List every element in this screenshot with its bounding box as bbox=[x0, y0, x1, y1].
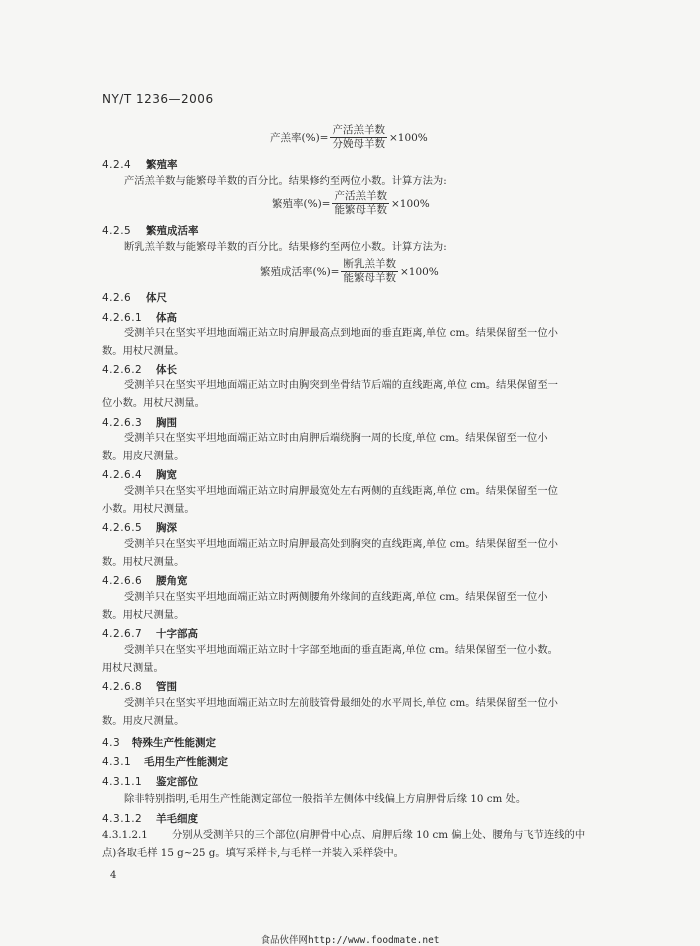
formula-reproduction-rate: 繁殖率(%)= $\frac{\text{产活羔羊数}}{\text{能繁母羊数}}$ ×100% bbox=[272, 190, 430, 216]
paragraph-4-2-6-6: 受测羊只在坚实平坦地面端正站立时两侧腰角外缘间的直线距离,单位 cm。结果保留至一位小 数。用杖尺测量。 bbox=[102, 591, 548, 621]
section-heading-4-2-6-4: 4.2.6.4 胸宽 bbox=[102, 469, 177, 481]
section-heading-4-2-6-7: 4.2.6.7 十字部高 bbox=[102, 628, 198, 640]
formula-numerator: 产活羔羊数 bbox=[332, 124, 385, 136]
formula-multiplier: ×100% bbox=[388, 131, 428, 144]
paragraph-4-2-4: 产活羔羊数与能繁母羊数的百分比。结果修约至两位小数。计算方法为: bbox=[124, 175, 447, 187]
formula-fraction bbox=[330, 124, 387, 151]
paragraph-4-3-1-2-1: 4.3.1.2.1 分别从受测羊只的三个部位(肩胛骨中心点、肩胛后缘 10 cm 偏上处、腰角与飞节连线的中 点)各取毛样 15 g~25 g。填写采样卡,与毛样一并装入采样袋中。 bbox=[102, 829, 586, 859]
paragraph-4-2-6-5: 受测羊只在坚实平坦地面端正站立时肩胛最高处到胸突的直线距离,单位 cm。结果保留至一位小 数。用杖尺测量。 bbox=[102, 538, 558, 568]
paragraph-4-3-1-1: 除非特别指明,毛用生产性能测定部位一般指羊左侧体中线偏上方肩胛骨后缘 10 cm 处。 bbox=[124, 793, 527, 805]
section-heading-4-3: 4.3 特殊生产性能测定 bbox=[102, 737, 216, 749]
section-heading-4-3-1: 4.3.1 毛用生产性能测定 bbox=[102, 756, 228, 768]
section-heading-4-3-1-1: 4.3.1.1 鉴定部位 bbox=[102, 776, 198, 788]
paragraph-4-2-6-2: 受测羊只在坚实平坦地面端正站立时由胸突到坐骨结节后端的直线距离,单位 cm。结果保留至一 位小数。用杖尺测量。 bbox=[102, 379, 558, 409]
formula-lhs: 产羔率(%)= bbox=[270, 132, 329, 144]
section-heading-4-2-6-5: 4.2.6.5 胸深 bbox=[102, 522, 177, 534]
footer-watermark[interactable]: 食品伙伴网http://www.foodmate.net bbox=[260, 935, 440, 946]
paragraph-4-2-5: 断乳羔羊数与能繁母羊数的百分比。结果修约至两位小数。计算方法为: bbox=[124, 241, 447, 253]
formula-denominator: 分娩母羊数 bbox=[332, 138, 385, 150]
section-heading-4-2-6-6: 4.2.6.6 腰角宽 bbox=[102, 575, 188, 587]
section-heading-4-2-4: 4.2.4 繁殖率 bbox=[102, 159, 178, 171]
paragraph-4-2-6-3: 受测羊只在坚实平坦地面端正站立时由肩胛后端绕胸一周的长度,单位 cm。结果保留至一位小 数。用皮尺测量。 bbox=[102, 432, 548, 462]
paragraph-4-2-6-7: 受测羊只在坚实平坦地面端正站立时十字部至地面的垂直距离,单位 cm。结果保留至一位小数。 用杖尺测量。 bbox=[102, 644, 558, 674]
paragraph-4-2-6-4: 受测羊只在坚实平坦地面端正站立时肩胛最宽处左右两侧的直线距离,单位 cm。结果保留至一位 小数。用杖尺测量。 bbox=[102, 485, 558, 515]
section-heading-4-2-5: 4.2.5 繁殖成活率 bbox=[102, 225, 199, 237]
formula-reproduction-survival-rate: 繁殖成活率(%)= $\frac{\text{断乳羔羊数}}{\text{能繁母羊数}}$ ×100% bbox=[260, 258, 439, 284]
section-heading-4-2-6-1: 4.2.6.1 体高 bbox=[102, 312, 177, 324]
page-number: 4 bbox=[110, 870, 117, 881]
paragraph-4-2-6-8: 受测羊只在坚实平坦地面端正站立时左前肢管骨最细处的水平周长,单位 cm。结果保留至一位小 数。用皮尺测量。 bbox=[102, 697, 558, 727]
section-heading-4-2-6-8: 4.2.6.8 管围 bbox=[102, 681, 177, 693]
section-heading-4-2-6: 4.2.6 体尺 bbox=[102, 292, 167, 304]
section-heading-4-2-6-2: 4.2.6.2 体长 bbox=[102, 364, 177, 376]
formula-lambing-rate bbox=[270, 124, 428, 151]
section-heading-4-2-6-3: 4.2.6.3 胸围 bbox=[102, 417, 177, 429]
standard-header: NY/T 1236—2006 bbox=[102, 92, 214, 106]
section-heading-4-3-1-2: 4.3.1.2 羊毛细度 bbox=[102, 813, 198, 825]
paragraph-4-2-6-1: 受测羊只在坚实平坦地面端正站立时肩胛最高点到地面的垂直距离,单位 cm。结果保留至一位小 数。用杖尺测量。 bbox=[102, 327, 558, 357]
